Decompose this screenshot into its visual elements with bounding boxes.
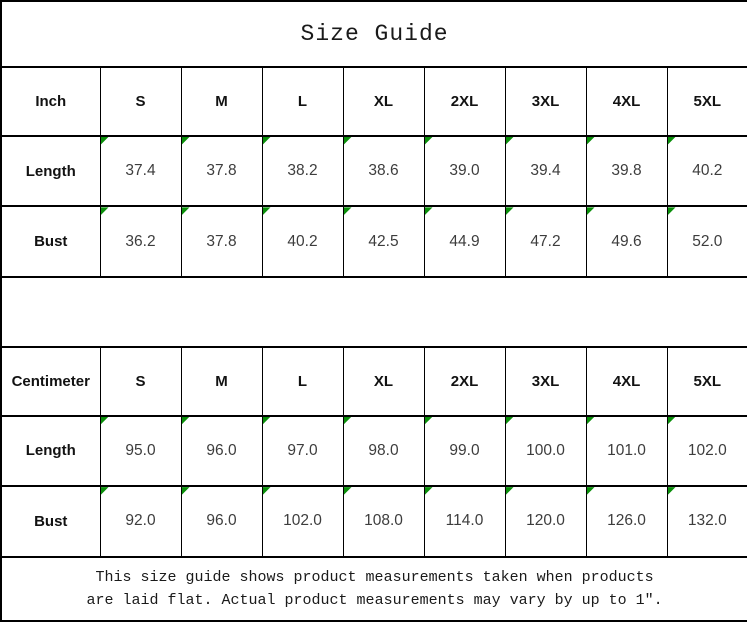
measurement-value: 92.0 xyxy=(125,512,156,530)
measurement-cell xyxy=(667,206,747,276)
measurement-cell xyxy=(505,416,586,486)
footer-row xyxy=(1,557,747,621)
measurement-cell xyxy=(424,416,505,486)
measurement-value: 98.0 xyxy=(368,441,399,459)
size-header-s: S xyxy=(100,347,181,415)
measurement-value: 126.0 xyxy=(607,512,646,530)
measurement-value: 37.8 xyxy=(206,232,237,250)
measurement-cell xyxy=(100,486,181,556)
measurement-cell xyxy=(667,416,747,486)
measurement-value: 37.4 xyxy=(125,162,156,180)
corner-marker-icon xyxy=(668,207,676,215)
row-label-bust: Bust xyxy=(1,206,100,276)
cm-unit-label: Centimeter xyxy=(1,347,100,415)
measurement-value: 96.0 xyxy=(206,512,237,530)
corner-marker-icon xyxy=(344,207,352,215)
measurement-cell xyxy=(181,136,262,206)
measurement-value: 52.0 xyxy=(692,232,723,250)
measurement-value: 132.0 xyxy=(687,512,727,530)
measurement-value: 102.0 xyxy=(687,441,727,459)
size-header-4xl: 4XL xyxy=(586,67,667,135)
measurement-cell xyxy=(586,416,667,486)
measurement-cell xyxy=(343,416,424,486)
measurement-value: 44.9 xyxy=(449,232,480,250)
corner-marker-icon xyxy=(182,207,190,215)
measurement-value: 99.0 xyxy=(449,441,480,459)
footer-note xyxy=(1,557,747,621)
measurement-cell xyxy=(181,206,262,276)
corner-marker-icon xyxy=(344,417,352,425)
measurement-value: 120.0 xyxy=(526,512,565,530)
measurement-value: 95.0 xyxy=(125,441,156,459)
measurement-cell xyxy=(262,206,343,276)
corner-marker-icon xyxy=(587,137,595,145)
spacer-cell xyxy=(1,277,747,347)
measurement-value: 97.0 xyxy=(287,441,318,459)
measurement-cell xyxy=(586,206,667,276)
corner-marker-icon xyxy=(425,137,433,145)
corner-marker-icon xyxy=(425,487,433,495)
measurement-value: 42.5 xyxy=(368,232,399,250)
size-header-5xl: 5XL xyxy=(667,67,747,135)
corner-marker-icon xyxy=(182,487,190,495)
measurement-value: 101.0 xyxy=(607,441,646,459)
measurement-cell xyxy=(505,206,586,276)
measurement-value: 102.0 xyxy=(283,512,322,530)
corner-marker-icon xyxy=(425,417,433,425)
measurement-cell xyxy=(262,416,343,486)
size-header-l: L xyxy=(262,67,343,135)
corner-marker-icon xyxy=(263,207,271,215)
size-header-l: L xyxy=(262,347,343,415)
footer-note-line1: This size guide shows product measurements taken when products xyxy=(95,568,654,586)
cm-header-row xyxy=(1,347,747,415)
size-header-2xl: 2XL xyxy=(424,67,505,135)
measurement-value: 40.2 xyxy=(692,162,723,180)
title-row xyxy=(1,1,747,67)
measurement-cell xyxy=(424,206,505,276)
measurement-cell xyxy=(424,136,505,206)
measurement-cell xyxy=(586,136,667,206)
corner-marker-icon xyxy=(263,487,271,495)
corner-marker-icon xyxy=(182,137,190,145)
inch-bust-row xyxy=(1,206,747,276)
measurement-cell xyxy=(181,486,262,556)
corner-marker-icon xyxy=(506,487,514,495)
measurement-value: 37.8 xyxy=(206,162,237,180)
measurement-value: 36.2 xyxy=(125,232,156,250)
spacer-row xyxy=(1,277,747,347)
measurement-value: 39.0 xyxy=(449,162,480,180)
inch-unit-label: Inch xyxy=(1,67,100,135)
corner-marker-icon xyxy=(587,417,595,425)
measurement-cell xyxy=(343,206,424,276)
size-header-3xl: 3XL xyxy=(505,67,586,135)
corner-marker-icon xyxy=(587,487,595,495)
measurement-cell xyxy=(262,486,343,556)
corner-marker-icon xyxy=(506,207,514,215)
measurement-value: 96.0 xyxy=(206,441,237,459)
corner-marker-icon xyxy=(344,487,352,495)
size-header-3xl: 3XL xyxy=(505,347,586,415)
corner-marker-icon xyxy=(587,207,595,215)
corner-marker-icon xyxy=(182,417,190,425)
measurement-cell xyxy=(505,486,586,556)
inch-length-row xyxy=(1,136,747,206)
page-title: Size Guide xyxy=(1,1,747,67)
measurement-value: 47.2 xyxy=(530,232,561,250)
measurement-value: 40.2 xyxy=(287,232,318,250)
corner-marker-icon xyxy=(101,417,109,425)
size-header-m: M xyxy=(181,347,262,415)
measurement-cell xyxy=(100,136,181,206)
corner-marker-icon xyxy=(506,137,514,145)
measurement-value: 114.0 xyxy=(445,512,484,530)
measurement-value: 108.0 xyxy=(364,512,403,530)
inch-header-row xyxy=(1,67,747,135)
measurement-value: 39.4 xyxy=(530,162,561,180)
footer-note-line2: are laid flat. Actual product measurements may vary by up to 1″. xyxy=(86,591,663,609)
measurement-cell xyxy=(586,486,667,556)
measurement-cell xyxy=(262,136,343,206)
measurement-value: 49.6 xyxy=(611,232,642,250)
size-header-s: S xyxy=(100,67,181,135)
measurement-cell xyxy=(343,486,424,556)
row-label-length: Length xyxy=(1,136,100,206)
corner-marker-icon xyxy=(425,207,433,215)
corner-marker-icon xyxy=(263,137,271,145)
size-header-m: M xyxy=(181,67,262,135)
measurement-cell xyxy=(667,486,747,556)
measurement-cell xyxy=(100,206,181,276)
corner-marker-icon xyxy=(344,137,352,145)
measurement-value: 100.0 xyxy=(526,441,565,459)
corner-marker-icon xyxy=(263,417,271,425)
cm-length-row xyxy=(1,416,747,486)
row-label-bust: Bust xyxy=(1,486,100,556)
corner-marker-icon xyxy=(101,137,109,145)
measurement-cell xyxy=(667,136,747,206)
corner-marker-icon xyxy=(101,207,109,215)
size-header-xl: XL xyxy=(343,67,424,135)
measurement-value: 38.6 xyxy=(368,162,399,180)
measurement-cell xyxy=(424,486,505,556)
cm-bust-row xyxy=(1,486,747,556)
measurement-cell xyxy=(181,416,262,486)
size-header-5xl: 5XL xyxy=(667,347,747,415)
measurement-cell xyxy=(100,416,181,486)
measurement-cell xyxy=(343,136,424,206)
corner-marker-icon xyxy=(668,417,676,425)
size-header-xl: XL xyxy=(343,347,424,415)
corner-marker-icon xyxy=(668,137,676,145)
measurement-value: 38.2 xyxy=(287,162,318,180)
corner-marker-icon xyxy=(101,487,109,495)
measurement-cell xyxy=(505,136,586,206)
corner-marker-icon xyxy=(506,417,514,425)
corner-marker-icon xyxy=(668,487,676,495)
size-header-4xl: 4XL xyxy=(586,347,667,415)
size-header-2xl: 2XL xyxy=(424,347,505,415)
row-label-length: Length xyxy=(1,416,100,486)
measurement-value: 39.8 xyxy=(611,162,642,180)
